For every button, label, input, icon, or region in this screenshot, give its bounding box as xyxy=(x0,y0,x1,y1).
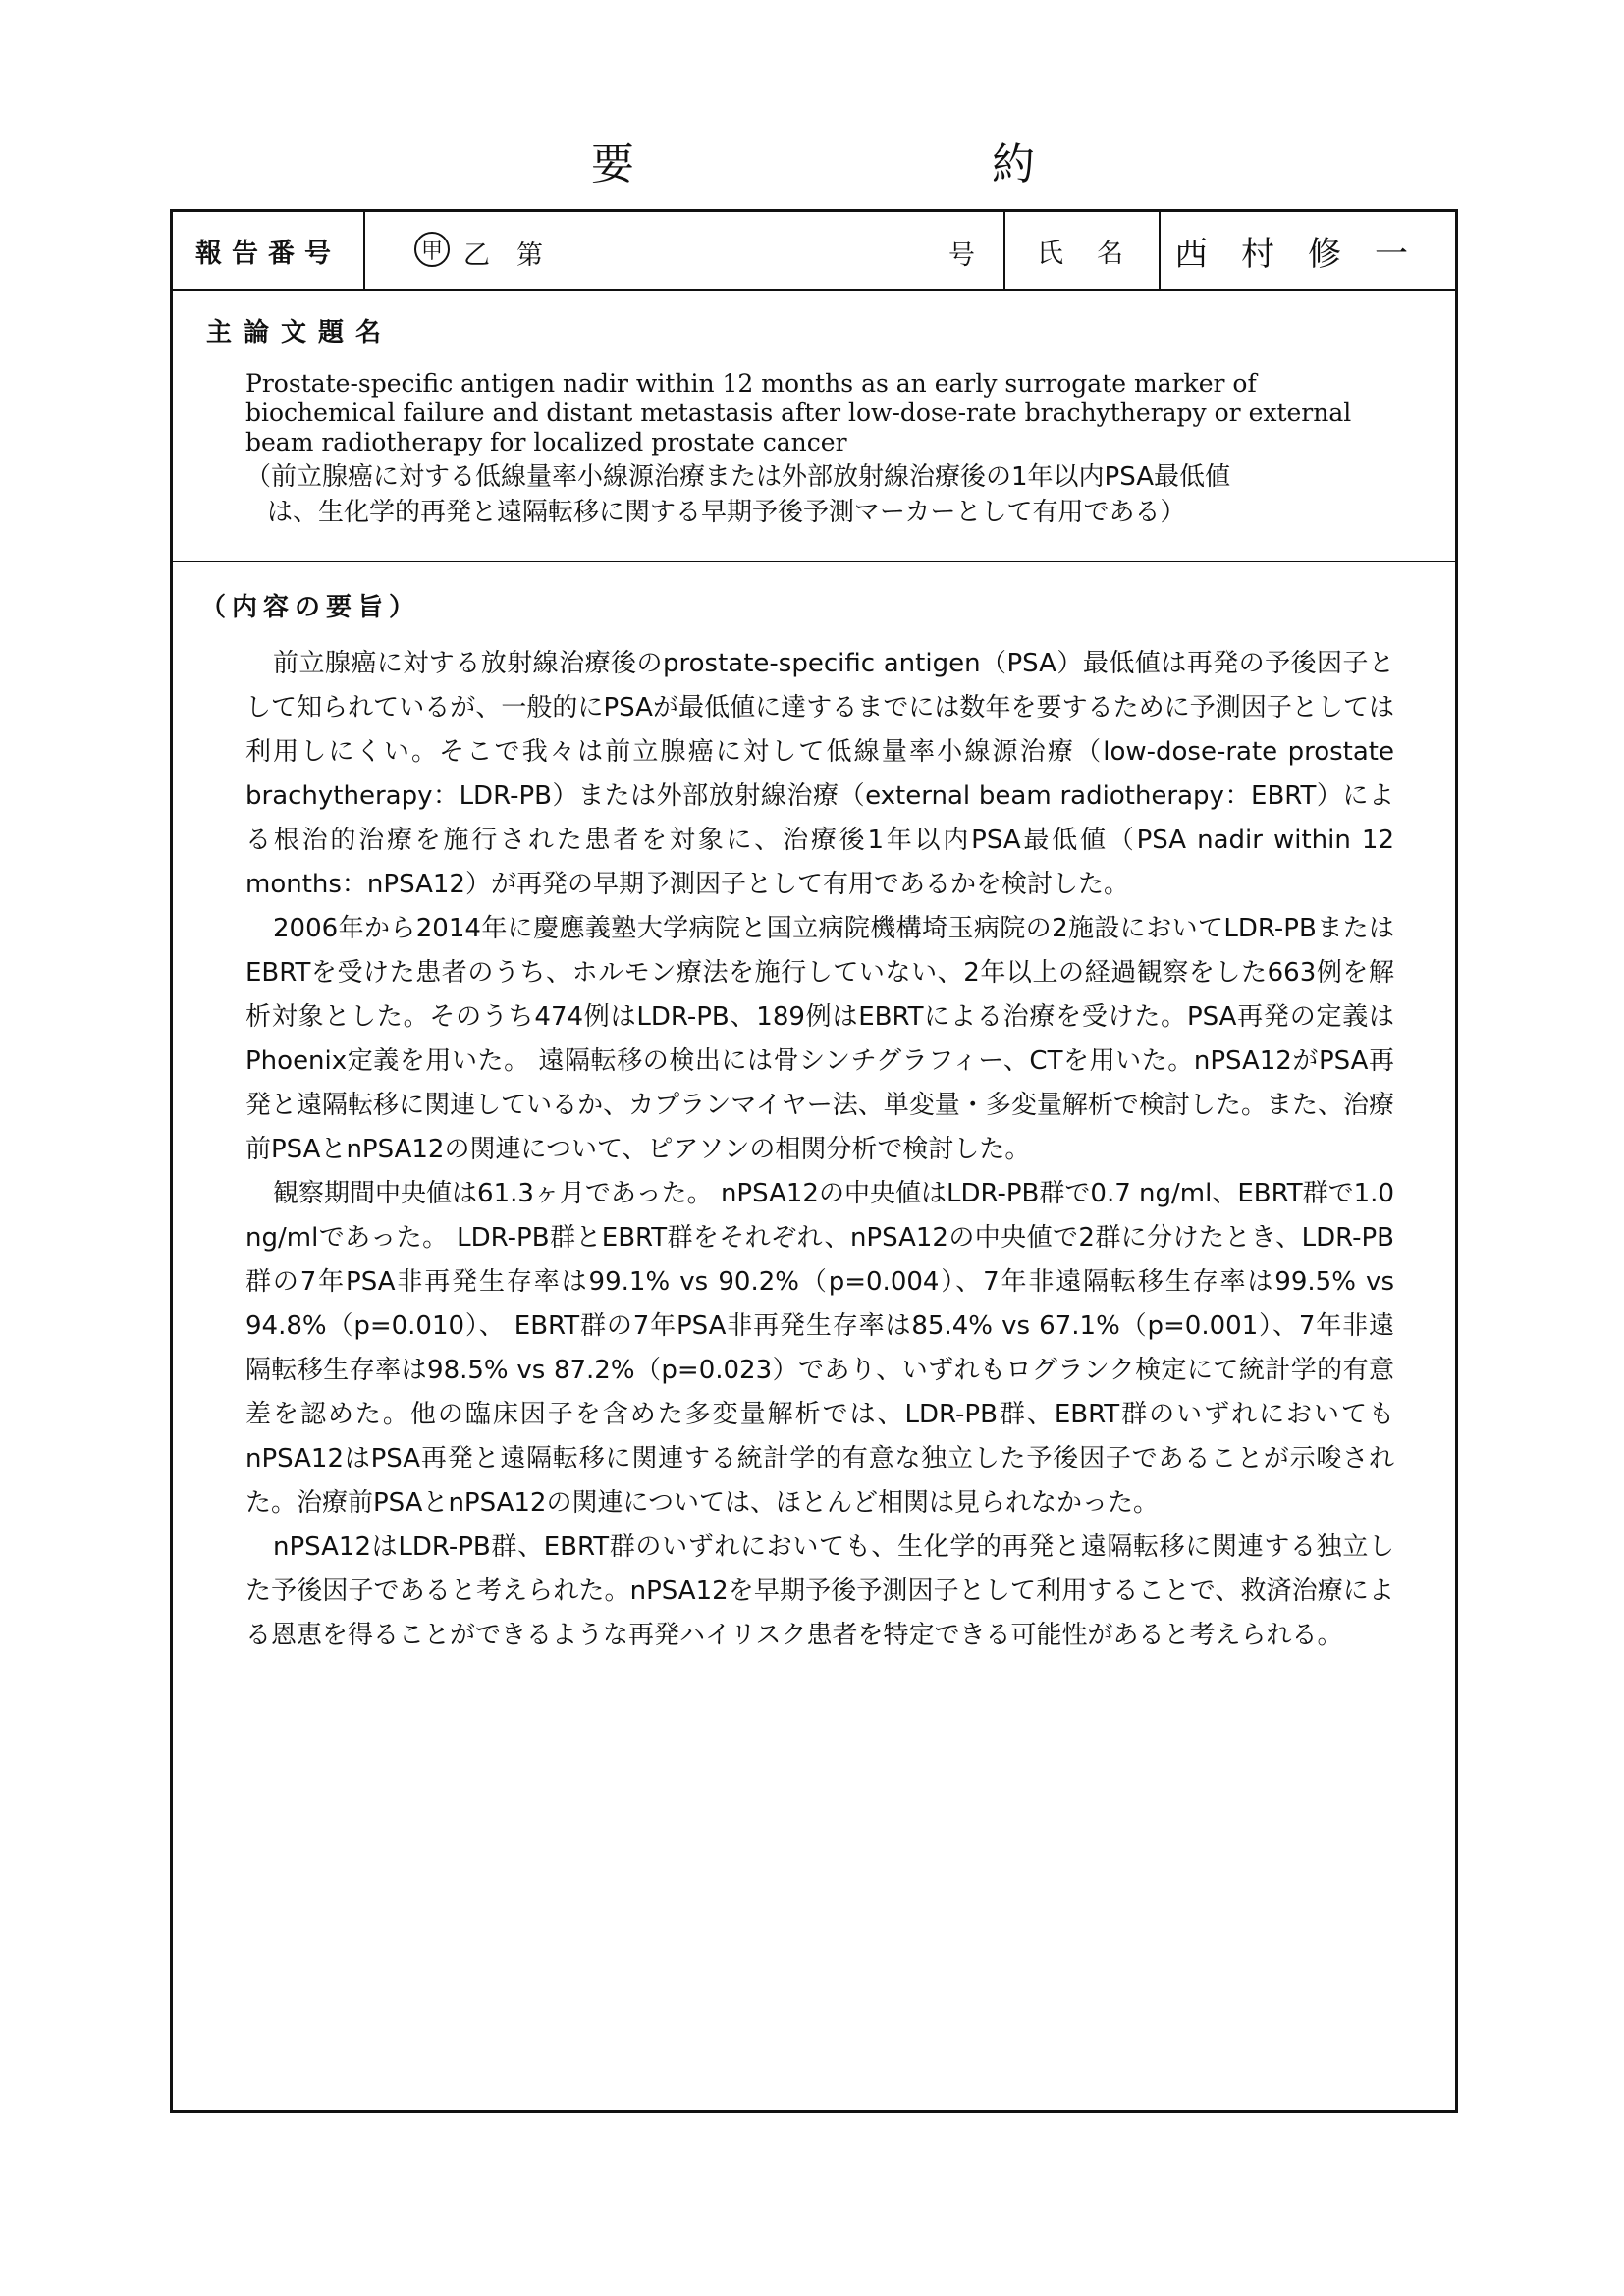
japanese-title-line-1: （前立腺癌に対する低線量率小線源治療または外部放射線治療後の1年以内PSA最低値 xyxy=(245,462,1230,492)
go-label: 号 xyxy=(948,240,975,271)
summary-paragraph: 前立腺癌に対する放射線治療後のprostate-specific antigen（PSA）最低値は再発の予後因子として知られているが、一般的にPSAが最低値に達するまでには数年を要するために予測因子としては利用しにくい。そこで我々は前立腺癌に対して低線量率小線源治療（low-dose-rate prostate brachytherapy：LDR-PB）または外部放射線治療（external beam radiotherapy：EBRT）による根治的治療を施行された患者を対象に、治療後1年以内PSA最低値（PSA nadir within 12 months：nPSA12）が再発の早期予測因子として有用であるかを検討した。 xyxy=(245,649,1394,899)
summary-paragraph: 2006年から2014年に慶應義塾大学病院と国立病院機構埼玉病院の2施設においてLDR-PBまたはEBRTを受けた患者のうち、ホルモン療法を施行していない、2年以上の経過観察をした663例を解析対象とした。そのうち474例はLDR-PB、189例はEBRTによる治療を受けた。PSA再発の定義はPhoenix定義を用いた。 遠隔転移の検出には骨シンチグラフィー、CTを用いた。nPSA12がPSA再発と遠隔転移に関連しているか、カプランマイヤー法、単変量・多変量解析で検討した。また、治療前PSAとnPSA12の関連について、ピアソンの相関分析で検討した。 xyxy=(245,914,1394,1164)
report-number-label: 報告番号 xyxy=(173,212,365,289)
summary-label: （内容の要旨） xyxy=(200,593,421,622)
document-title-right: 約 xyxy=(992,139,1035,189)
form-frame xyxy=(170,209,1458,2113)
circled-kou-mark: 甲 xyxy=(414,232,450,267)
document-title xyxy=(0,135,1624,194)
name-value: 西村修一 xyxy=(1174,234,1441,274)
main-title-row xyxy=(173,291,1455,562)
dai-label: 第 xyxy=(516,240,543,271)
summary-paragraph: nPSA12はLDR-PB群、EBRT群のいずれにおいても、生化学的再発と遠隔転移に関連する独立した予後因子であると考えられた。nPSA12を早期予後予測因子として利用することで、救済治療による恩恵を得ることができるような再発ハイリスク患者を特定できる可能性があると考えられる。 xyxy=(245,1532,1394,1650)
english-title: Prostate-specific antigen nadir within 12 months as an early surrogate marker of biochemical failure and distant metastasis after low-dose-rate brachytherapy or external beam radiotherapy for localized prostate cancer xyxy=(245,369,1352,456)
japanese-title-line-2: は、生化学的再発と遠隔転移に関する早期予後予測マーカーとして有用である） xyxy=(267,498,1186,527)
japanese-title xyxy=(245,459,1404,530)
name-label: 氏名 xyxy=(1005,212,1161,289)
otsu-label: 乙 xyxy=(463,240,490,271)
main-title-label: 主論文題名 xyxy=(206,318,394,347)
summary-body xyxy=(245,642,1394,1658)
document-title-left: 要 xyxy=(591,139,634,189)
summary-paragraph: 観察期間中央値は61.3ヶ月であった。 nPSA12の中央値はLDR-PB群で0.7 ng/ml、EBRT群で1.0 ng/mlであった。 LDR-PB群とEBRT群をそれぞれ、nPSA12の中央値で2群に分けたとき、LDR-PB群の7年PSA非再発生存率は99.1% vs 90.2%（p=0.004）、7年非遠隔転移生存率は99.5% vs 94.8%（p=0.010）、 EBRT群の7年PSA非再発生存率は85.4% vs 67.1%（p=0.001）、7年非遠隔転移生存率は98.5% vs 87.2%（p=0.023）であり、いずれもログランク検定にて統計学的有意差を認めた。他の臨床因子を含めた多変量解析では、LDR-PB群、EBRT群のいずれにおいてもnPSA12はPSA再発と遠隔転移に関連する統計学的有意な独立した予後因子であることが示唆された。治療前PSAとnPSA12の関連については、ほとんど相関は見られなかった。 xyxy=(245,1179,1394,1518)
header-row xyxy=(173,212,1455,291)
report-number-cell xyxy=(365,212,1005,289)
